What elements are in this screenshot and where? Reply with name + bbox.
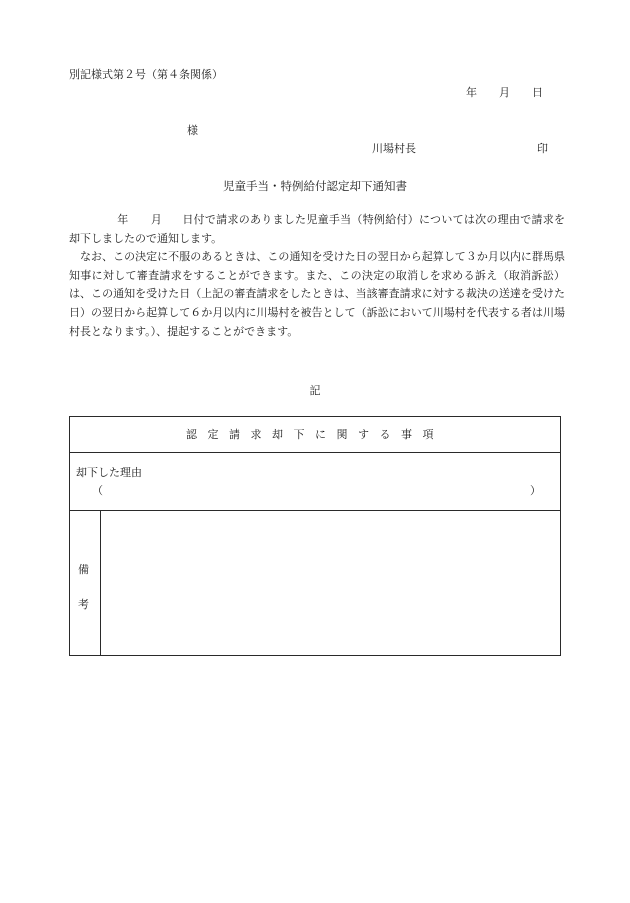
issuer-name: 川場村長 [372,142,416,155]
reason-row [70,453,560,511]
remarks-label-column [70,511,101,655]
date-month-label: 月 [499,86,510,99]
details-table [69,416,561,656]
remarks-row [70,511,560,655]
body-text [69,211,565,341]
table-header: 認定請求却下に関する事項 [70,417,560,453]
remarks-label-char-2: 考 [78,598,89,611]
seal-mark: 印 [537,142,548,155]
remarks-content-area [101,511,560,655]
document-title: 児童手当・特例給付認定却下通知書 [223,179,407,193]
para1-year: 年 [117,213,129,226]
addressee-suffix: 様 [187,124,198,137]
reason-paren-open: （ [92,484,103,497]
paragraph-1 [69,211,565,248]
form-number: 別記様式第２号（第４条関係） [69,68,223,81]
remarks-label-char-1: 備 [78,563,89,576]
para1-month: 月 [150,213,163,226]
ki-heading: 記 [309,384,321,397]
reason-label: 却下した理由 [76,466,142,479]
paragraph-2: なお、この決定に不服のあるときは、この通知を受けた日の翌日から起算して３か月以内に群馬県知事に対して審査請求をすることができます。また、この決定の取消しを求める訴え（取消訴訟）は、この通知を受けた日（上記の審査請求をしたときは、当該審査請求に対する裁決の送達を受けた日）の翌日から起算して６か月以内に川場村を被告として（訴訟において川場村を代表する者は川場村長となります。）、提起することができます。 [69,250,565,338]
date-line [466,84,543,100]
reason-paren-close: ） [530,484,541,497]
date-year-label: 年 [466,86,477,99]
date-day-label: 日 [532,86,543,99]
para1-text: 日付で請求のありました児童手当（特例給付）については次の理由で請求を却下しましたので通知します。 [69,213,566,245]
